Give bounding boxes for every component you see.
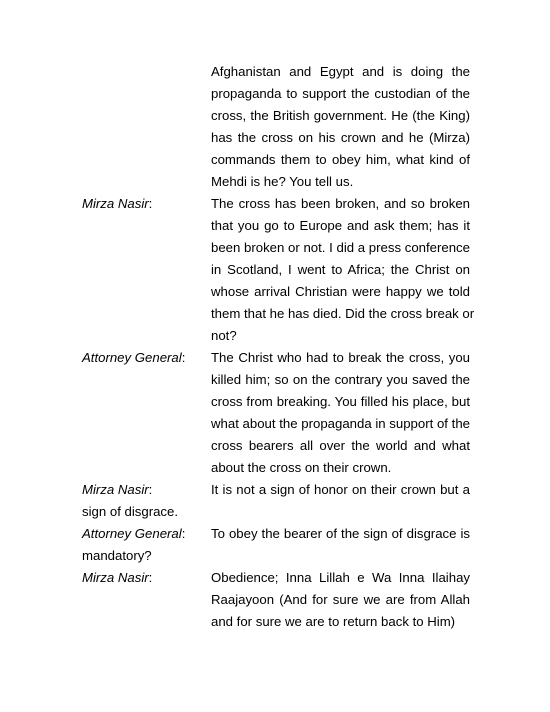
speaker-label <box>82 196 152 212</box>
speaker-label <box>82 482 152 498</box>
speaker-colon: : <box>148 196 153 211</box>
paragraph-line: not? <box>211 328 237 343</box>
paragraph-line: been broken or not. I did a press conference <box>211 240 470 255</box>
paragraph-line: cross bearers all over the world and what <box>211 438 470 453</box>
speaker-name: Mirza Nasir <box>82 196 149 211</box>
paragraph-line: Obedience; Inna Lillah e Wa Inna Ilaihay <box>211 570 470 585</box>
paragraph-line: whose arrival Christian were happy we told <box>211 284 470 299</box>
paragraph-line: Mehdi is he? You tell us. <box>211 174 354 189</box>
speaker-colon: : <box>148 570 153 585</box>
paragraph-line: Raajayoon (And for sure we are from Allah <box>211 592 470 607</box>
paragraph-wrap-line: mandatory? <box>82 548 152 563</box>
paragraph-line: To obey the bearer of the sign of disgrace is <box>211 526 470 541</box>
speaker-colon: : <box>181 526 186 541</box>
speaker-label <box>82 526 185 542</box>
paragraph-line: cross, the British government. He (the King) <box>211 108 470 123</box>
paragraph-line: what about the propaganda in support of the <box>211 416 470 431</box>
paragraph-line: killed him; so on the contrary you saved the <box>211 372 470 387</box>
paragraph-line: The Christ who had to break the cross, you <box>211 350 470 365</box>
paragraph-line: about the cross on their crown. <box>211 460 392 475</box>
speaker-name: Attorney General <box>82 350 182 365</box>
speaker-label <box>82 570 152 586</box>
paragraph-line: in Scotland, I went to Africa; the Christ on <box>211 262 470 277</box>
paragraph-wrap-line: sign of disgrace. <box>82 504 179 519</box>
speaker-name: Attorney General <box>82 526 182 541</box>
paragraph-line: Afghanistan and Egypt and is doing the <box>211 64 470 79</box>
paragraph-line: cross from breaking. You filled his place, but <box>211 394 470 409</box>
paragraph-line: has the cross on his crown and he (Mirza) <box>211 130 470 145</box>
paragraph-line: them that he has died. Did the cross break or <box>211 306 475 321</box>
paragraph-line: and for sure we are to return back to Him) <box>211 614 456 629</box>
speaker-colon: : <box>148 482 153 497</box>
paragraph-line: propaganda to support the custodian of the <box>211 86 470 101</box>
paragraph-line: that you go to Europe and ask them; has it <box>211 218 470 233</box>
speaker-label <box>82 350 185 366</box>
speaker-name: Mirza Nasir <box>82 482 149 497</box>
speaker-name: Mirza Nasir <box>82 570 149 585</box>
paragraph-line: The cross has been broken, and so broken <box>211 196 470 211</box>
paragraph-line: It is not a sign of honor on their crown but a <box>211 482 470 497</box>
paragraph-line: commands them to obey him, what kind of <box>211 152 470 167</box>
speaker-colon: : <box>181 350 186 365</box>
